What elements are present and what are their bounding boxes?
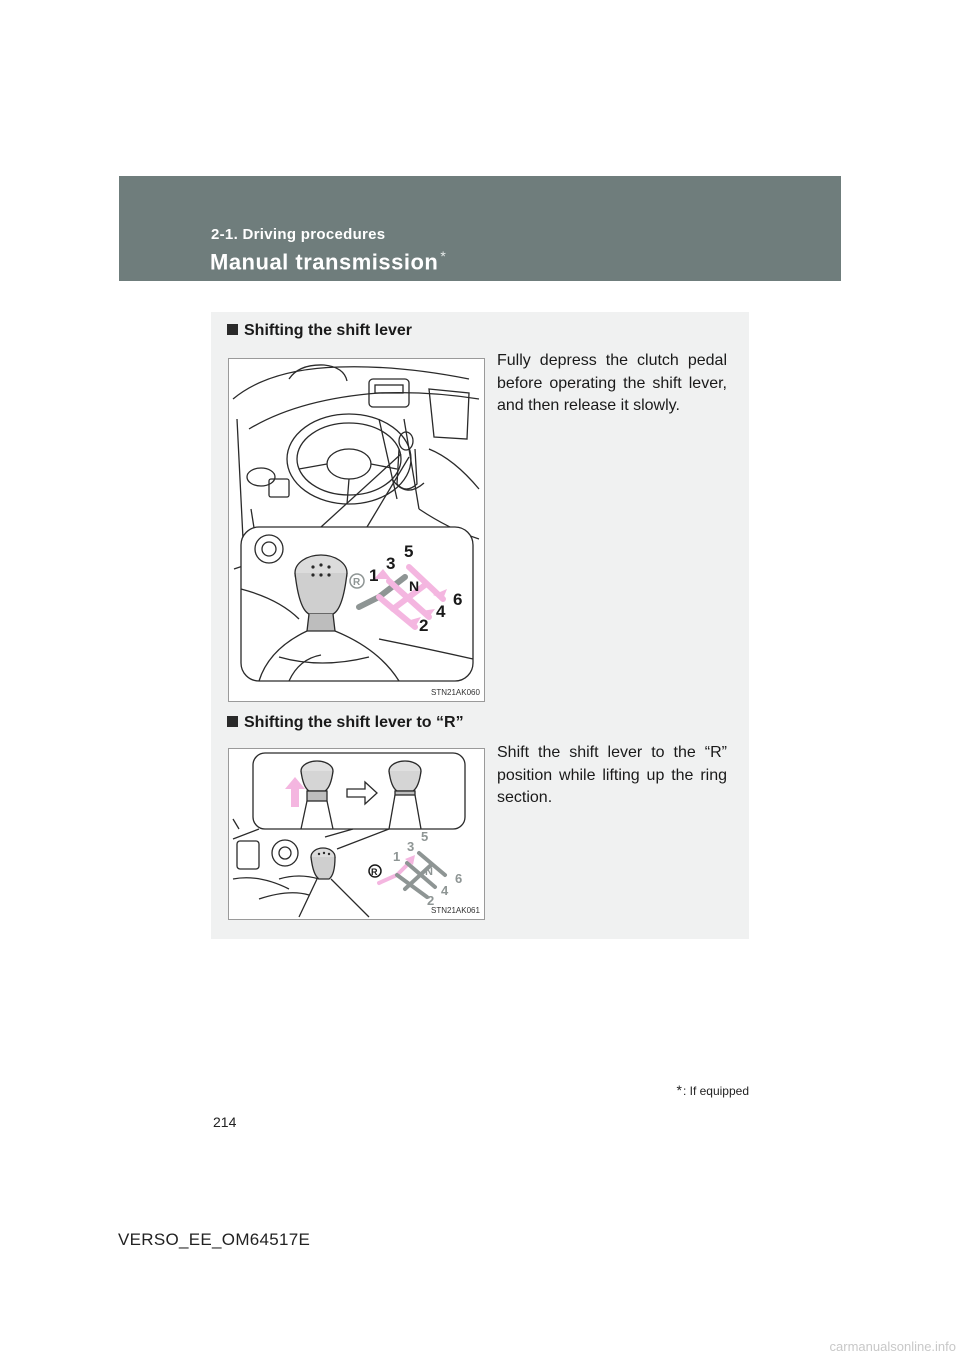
page-title (210, 248, 446, 275)
shift-lever-drawing (229, 359, 484, 701)
gear-label-1: 1 (369, 566, 379, 585)
page-title-text: Manual transmission (210, 249, 439, 275)
gear-label-6: 6 (455, 871, 463, 886)
page-number: 214 (213, 1114, 237, 1130)
gear-label-3: 3 (407, 839, 415, 854)
watermark: carmanualsonline.info (829, 1339, 956, 1354)
svg-text:R: R (353, 577, 361, 588)
figure-code: STN21AK060 (431, 688, 480, 697)
document-code: VERSO_EE_OM64517E (118, 1230, 311, 1249)
footnote-text: : If equipped (682, 1084, 749, 1098)
gear-label-2: 2 (427, 893, 435, 908)
reverse-shift-drawing (229, 749, 484, 919)
section-label: 2-1. Driving procedures (211, 226, 386, 243)
square-bullet-icon (227, 716, 238, 727)
gear-label-6: 6 (453, 590, 463, 609)
gear-label-4: 4 (436, 602, 446, 621)
body-text-shifting-lever: Fully depress the clutch pedal before operating the shift lever, and then release it slowly. (497, 352, 727, 414)
subheading-shift-to-r (227, 714, 464, 732)
equipped-star-icon: * (440, 248, 447, 264)
gear-label-n: N (409, 578, 420, 594)
subheading-shifting-lever (227, 322, 412, 340)
gear-label-3: 3 (386, 554, 396, 573)
gear-label-2: 2 (419, 616, 429, 635)
square-bullet-icon (227, 324, 238, 335)
gear-label-n: N (425, 866, 433, 878)
gear-label-1: 1 (393, 849, 401, 864)
figure-code: STN21AK061 (431, 906, 480, 915)
gear-label-5: 5 (421, 829, 429, 844)
gear-label-4: 4 (441, 883, 449, 898)
svg-text:R: R (371, 867, 378, 877)
reverse-shift-illustration (228, 748, 485, 920)
shift-lever-illustration (228, 358, 485, 702)
body-text-shift-to-r: Shift the shift lever to the “R” position while lifting up the ring section. (497, 744, 727, 806)
footnote (676, 1082, 749, 1098)
subheading-text: Shifting the shift lever (244, 322, 413, 339)
gear-label-5: 5 (404, 542, 414, 561)
equipped-star-icon: * (676, 1082, 682, 1098)
subheading-text: Shifting the shift lever to “R” (244, 714, 464, 731)
